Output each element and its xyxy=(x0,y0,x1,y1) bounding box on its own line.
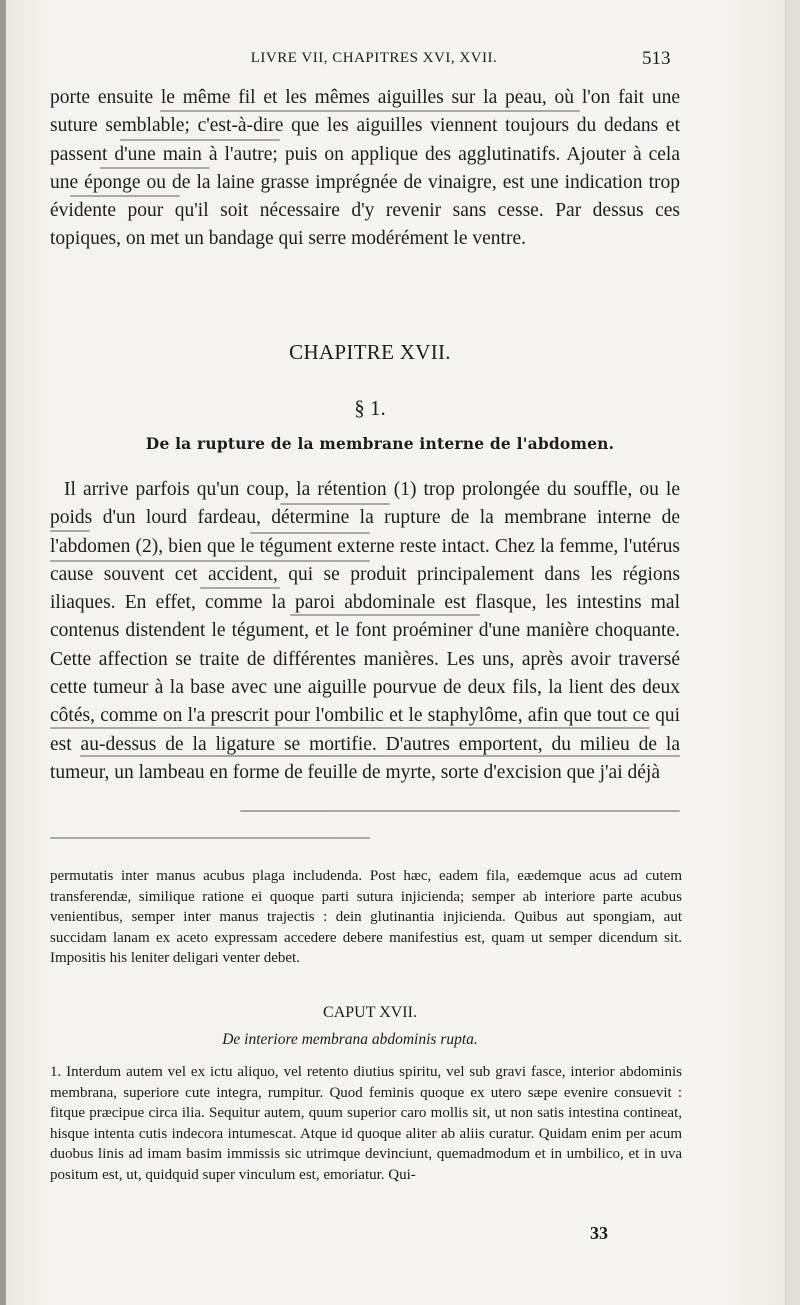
pencil-underline xyxy=(50,530,90,532)
pencil-underline xyxy=(250,532,370,534)
section-heading: De la rupture de la membrane interne de l'abdomen. xyxy=(145,434,615,453)
signature-mark: 33 xyxy=(590,1223,608,1243)
pencil-underline xyxy=(50,727,650,729)
pencil-underline xyxy=(240,810,680,812)
pencil-underline xyxy=(70,195,180,197)
pencil-underline xyxy=(80,755,680,757)
french-paragraph-1: porte ensuite le même fil et les mêmes aiguilles sur la peau, où l'on fait une suture semblable; c'est-à-dire que les aiguilles viennent toujours du dedans et passent d'une main à l'autre; puis on applique des agglutinatifs. Ajouter à cela une éponge ou de la laine grasse imprégnée de vinaigre, est une indication trop évidente pour qu'il soit nécessaire d'y revenir sans cesse. Par dessus ces topiques, on met un bandage qui serre modérément le ventre. xyxy=(50,87,680,250)
latin-text-top xyxy=(50,866,682,969)
french-paragraph-2: Il arrive parfois qu'un coup, la rétention (1) trop prolongée du souffle, ou le poids d'un lourd fardeau, détermine la rupture de la membrane interne de l'abdomen (2), bien que le tégument externe reste intact. Chez la femme, l'utérus cause souvent cet accident, qui se produit principalement dans les régions iliaques. En effet, comme la paroi abdominale est flasque, les intestins mal contenus distendent le tégument, et le font proéminer d'une manière choquante. Cette affection se traite de différentes manières. Les uns, après avoir traversé cette tumeur à la base avec une aiguille pourvue de deux fils, la lient des deux côtés, comme on l'a prescrit pour l'ombilic et le staphylôme, afin que tout ce qui est au-dessus de la ligature se mortifie. D'autres emportent, du milieu de la tumeur, un lambeau en forme de feuille de myrte, sorte d'excision que j'ai déjà xyxy=(50,479,680,783)
french-text-main xyxy=(50,476,680,787)
pencil-underline xyxy=(290,614,480,616)
latin-paragraph-1: permutatis inter manus acubus plaga includenda. Post hæc, eadem fila, eædemque acus ad cutem transferendæ, similique ratione ei quoque parti sutura injicienda; semper ab interiore parte acubus venientibus, semper inter manus trajectis : dein glutinantia injicienda. Quibus aut spongiam, aut succidam lanam ex aceto expressam accedere debere manifestius est, quam ut semper dicendum sit. Impositis his leniter deligari venter debet. xyxy=(50,868,682,967)
pencil-underline xyxy=(120,139,280,141)
section-mark: § 1. xyxy=(354,396,386,420)
chapter-title: CHAPITRE XVII. xyxy=(289,340,451,364)
latin-text-main xyxy=(50,1062,682,1186)
pencil-underline xyxy=(200,587,280,589)
page-edge xyxy=(785,0,800,1305)
pencil-underline xyxy=(280,503,390,505)
caput-title: CAPUT XVII. xyxy=(323,1004,417,1021)
latin-paragraph-2: 1. Interdum autem vel ex ictu aliquo, vel retento diutius spiritu, vel sub gravi fasce, interior abdominis membrana, superiore cute integra, rumpitur. Quod feminis quoque ex utero sæpe evenire consuevit : fitque præcipue circa ilia. Sequitur autem, quum superior caro mollis sit, ut non satis intestina contineat, hisque intenta cutis indecora intumescat. Atque id quoque aliter ab aliis curatur. Quidam enim per acum duobus linis ad imam basim immissis sic utrimque devinciunt, quemadmodum et in umbilico, et in uva positum est, ut, quidquid super vinculum est, emoriatur. Qui- xyxy=(50,1064,682,1183)
caput-subtitle: De interiore membrana abdominis rupta. xyxy=(222,1031,478,1048)
page-number: 513 xyxy=(642,48,671,69)
pencil-underline xyxy=(50,837,370,839)
pencil-underline xyxy=(100,167,210,169)
pencil-underline xyxy=(160,110,580,112)
pencil-underline xyxy=(50,560,370,562)
running-head: LIVRE VII, CHAPITRES XVI, XVII. xyxy=(250,50,498,66)
book-spine-shadow xyxy=(0,0,6,1305)
